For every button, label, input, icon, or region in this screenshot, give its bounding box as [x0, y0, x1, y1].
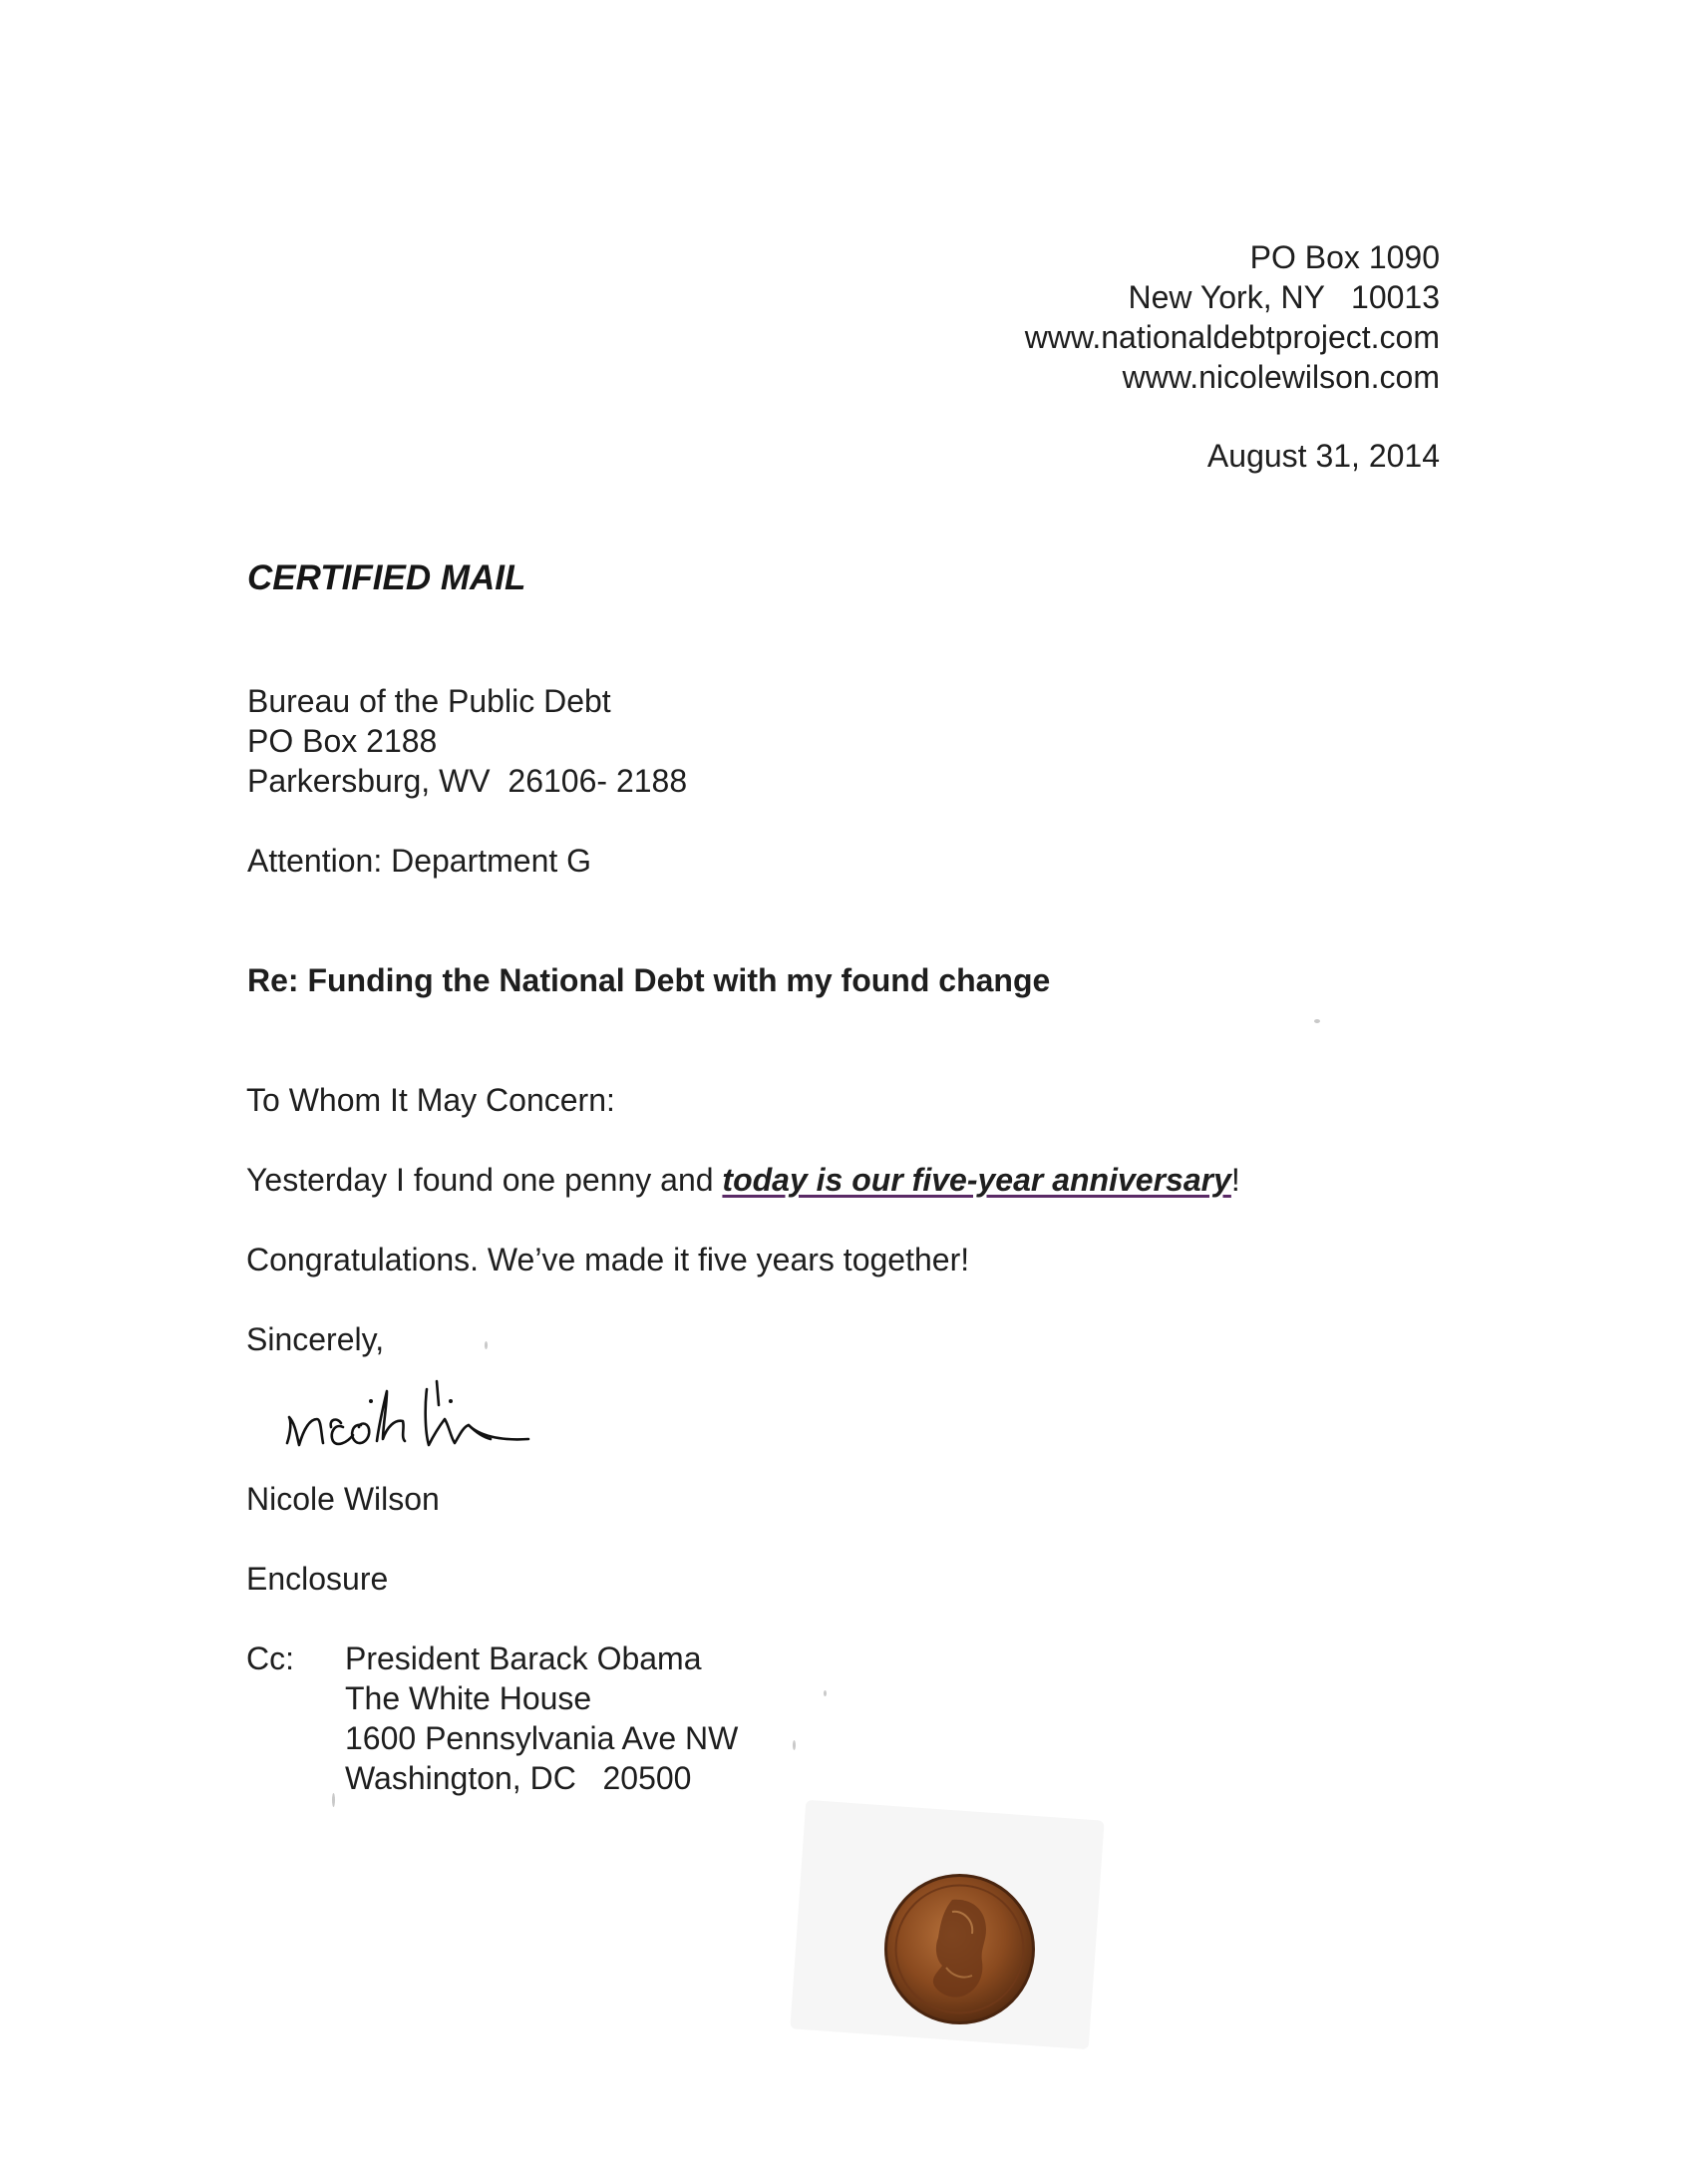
recipient-address-line1: PO Box 2188 [247, 723, 438, 759]
sender-website2: www.nicolewilson.com [1122, 359, 1440, 395]
cc-address-block [345, 1638, 738, 1798]
recipient-address-block [247, 681, 687, 801]
cc-label: Cc: [246, 1640, 294, 1676]
sender-address-line1: PO Box 1090 [1249, 239, 1440, 275]
body-line1-emphasis: today is our five-year anniversary [722, 1162, 1231, 1198]
paper-speck [485, 1341, 488, 1349]
cc-line: President Barack Obama [345, 1640, 702, 1676]
paper-speck [793, 1740, 796, 1750]
delivery-method-heading: CERTIFIED MAIL [247, 558, 526, 597]
handwritten-signature [279, 1361, 608, 1471]
closing: Sincerely, [246, 1321, 385, 1357]
attention-line: Attention: Department G [247, 843, 592, 879]
body-line1-prefix: Yesterday I found one penny and [246, 1162, 723, 1198]
penny-coin-icon [882, 1872, 1037, 2026]
paper-speck [332, 1793, 335, 1807]
sender-address-line2: New York, NY 10013 [1128, 279, 1440, 315]
signature-text: Nicole Wilson [279, 1361, 286, 1362]
recipient-address-line2: Parkersburg, WV 26106- 2188 [247, 763, 688, 799]
cc-line: Washington, DC 20500 [345, 1760, 692, 1796]
paper-speck [1314, 1019, 1320, 1023]
body-paragraph-1 [246, 1160, 1240, 1200]
cc-line: 1600 Pennsylvania Ave NW [345, 1720, 739, 1756]
letter-date: August 31, 2014 [1206, 438, 1440, 474]
body-line1-suffix: ! [1230, 1162, 1240, 1198]
enclosure-notation: Enclosure [246, 1561, 389, 1597]
salutation: To Whom It May Concern: [246, 1082, 615, 1118]
cc-line: The White House [345, 1680, 592, 1716]
subject-line: Re: Funding the National Debt with my found change [247, 962, 1051, 998]
signer-name: Nicole Wilson [246, 1481, 440, 1517]
body-paragraph-2: Congratulations. We’ve made it five years together! [246, 1242, 970, 1277]
sender-address-block [1025, 237, 1440, 397]
paper-speck [824, 1690, 827, 1696]
sender-website1: www.nationaldebtproject.com [1024, 319, 1440, 355]
recipient-name: Bureau of the Public Debt [247, 683, 611, 719]
